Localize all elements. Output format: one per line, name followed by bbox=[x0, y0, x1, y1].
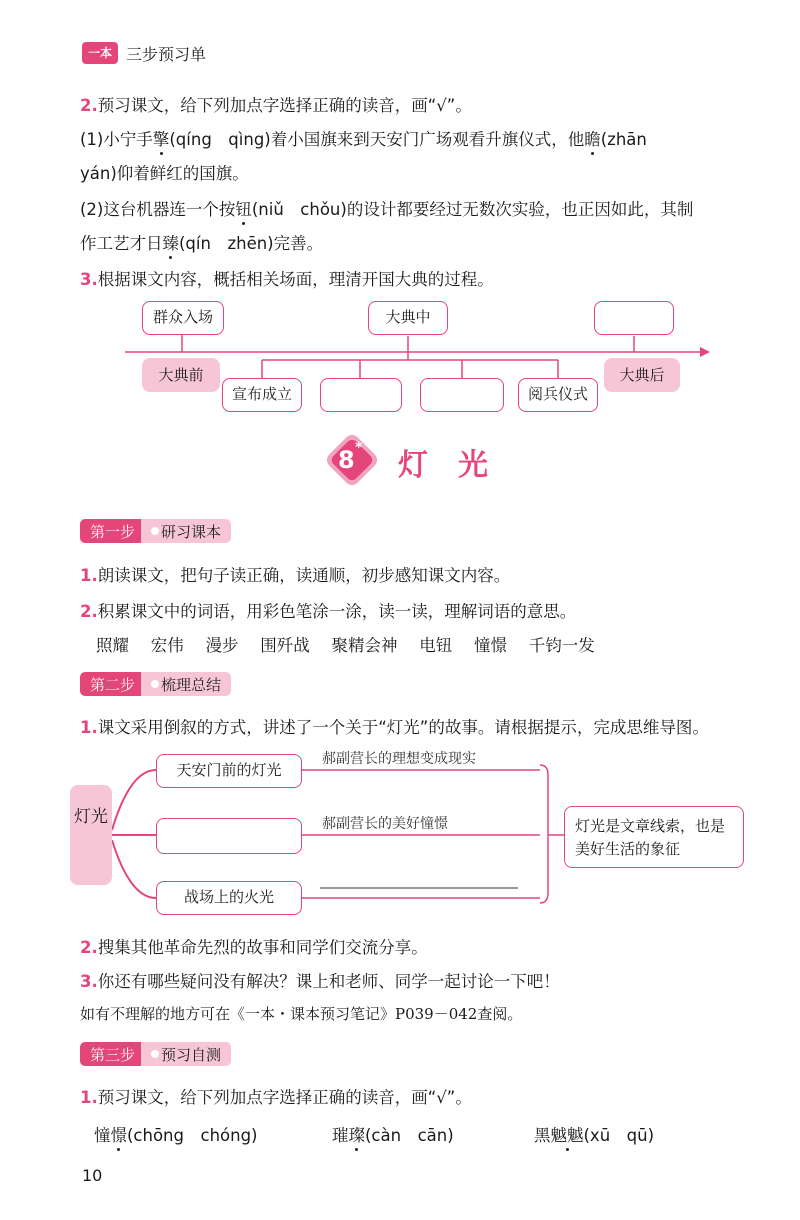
vocab-word: 围歼战 bbox=[260, 636, 310, 655]
box-review: 阅兵仪式 bbox=[518, 378, 598, 412]
lesson-star: * bbox=[355, 440, 363, 456]
step3-tag bbox=[80, 1042, 231, 1066]
brand-logo: 一本 bbox=[82, 42, 118, 64]
prev-q2-item2-line2: 作工艺才日臻(qín zhēn)完善。 bbox=[80, 230, 323, 254]
step3-word-1: 憧憬(chōng chóng) bbox=[94, 1122, 258, 1146]
box-crowd-enter: 群众入场 bbox=[142, 301, 224, 335]
series-title: 三步预习单 bbox=[126, 45, 207, 64]
step1-label: 第一步 bbox=[80, 519, 141, 543]
vocab-word: 憧憬 bbox=[474, 636, 507, 655]
box-before: 大典前 bbox=[142, 358, 220, 392]
step2-name: 梳理总结 bbox=[161, 675, 222, 694]
mindmap-branch1-note: 郝副营长的理想变成现实 bbox=[322, 751, 476, 767]
step3-label: 第三步 bbox=[80, 1042, 141, 1066]
step2-q2: 2.搜集其他革命先烈的故事和同学们交流分享。 bbox=[80, 938, 428, 957]
step3-q1: 1.预习课文，给下列加点字选择正确的读音，画“√”。 bbox=[80, 1088, 472, 1107]
prev-q2-prompt: 2.预习课文，给下列加点字选择正确的读音，画“√”。 bbox=[80, 96, 472, 115]
box-blank-2[interactable] bbox=[420, 378, 504, 412]
vocab-word: 漫步 bbox=[205, 636, 239, 655]
step2-tag bbox=[80, 672, 231, 696]
step-dot-icon bbox=[151, 527, 159, 535]
vocab-word: 照耀 bbox=[96, 636, 129, 655]
box-after: 大典后 bbox=[604, 358, 680, 392]
prev-q2-item1-line2: yán)仰着鲜红的国旗。 bbox=[80, 164, 249, 183]
mindmap-root: 灯光 bbox=[70, 785, 112, 885]
box-blank-1[interactable] bbox=[320, 378, 402, 412]
mindmap-branch3: 战场上的火光 bbox=[156, 881, 302, 915]
step2-q3: 3.你还有哪些疑问没有解决？课上和老师、同学一起讨论一下吧！ bbox=[80, 972, 560, 991]
box-announce: 宣布成立 bbox=[222, 378, 302, 412]
step1-name: 研习课本 bbox=[161, 522, 222, 541]
step1-tag bbox=[80, 519, 231, 543]
prev-q2-item1-line1: (1)小宁手擎(qíng qìng)着小国旗来到天安门广场观看升旗仪式，他瞻(zhān bbox=[80, 126, 647, 150]
step2-q1: 1.课文采用倒叙的方式，讲述了一个关于“灯光”的故事。请根据提示，完成思维导图。 bbox=[80, 718, 709, 737]
vocab-word: 聚精会神 bbox=[331, 636, 398, 655]
step3-name: 预习自测 bbox=[161, 1045, 222, 1064]
step1-item2: 2.积累课文中的词语，用彩色笔涂一涂，读一读，理解词语的意思。 bbox=[80, 602, 577, 621]
mindmap-branch2-blank[interactable] bbox=[156, 818, 302, 854]
ceremony-timeline-lines bbox=[0, 0, 800, 430]
prev-q3-prompt: 3.根据课文内容，概括相关场面，理清开国大典的过程。 bbox=[80, 270, 494, 289]
box-during: 大典中 bbox=[368, 301, 448, 335]
step2-note: 如有不理解的地方可在《一本・课本预习笔记》P039－042查阅。 bbox=[80, 1005, 523, 1023]
prev-q2-item2-line1: (2)这台机器连一个按钮(niǔ chǒu)的设计都要经过无数次实验，也正因如此，其制 bbox=[80, 196, 693, 220]
mindmap-conclusion: 灯光是文章线索，也是美好生活的象征 bbox=[564, 806, 744, 868]
box-blank-top[interactable] bbox=[594, 301, 674, 335]
step2-label: 第二步 bbox=[80, 672, 141, 696]
step-dot-icon bbox=[151, 1050, 159, 1058]
mindmap-branch2-note: 郝副营长的美好憧憬 bbox=[322, 816, 448, 832]
page-number: 10 bbox=[82, 1166, 103, 1185]
vocab-word: 千钧一发 bbox=[528, 636, 595, 655]
vocab-word: 电钮 bbox=[419, 636, 453, 655]
vocab-list bbox=[96, 632, 595, 656]
step-dot-icon bbox=[151, 680, 159, 688]
mindmap-branch1: 天安门前的灯光 bbox=[156, 754, 302, 788]
step1-item1: 1.朗读课文，把句子读正确，读通顺，初步感知课文内容。 bbox=[80, 566, 511, 585]
lesson-number: 8 bbox=[338, 446, 355, 474]
vocab-word: 宏伟 bbox=[150, 636, 184, 655]
lesson-title: 灯 光 bbox=[398, 448, 488, 483]
step3-word-3: 黑魆魆(xū qū) bbox=[534, 1122, 654, 1146]
step3-word-2: 璀璨(càn cān) bbox=[332, 1122, 454, 1146]
